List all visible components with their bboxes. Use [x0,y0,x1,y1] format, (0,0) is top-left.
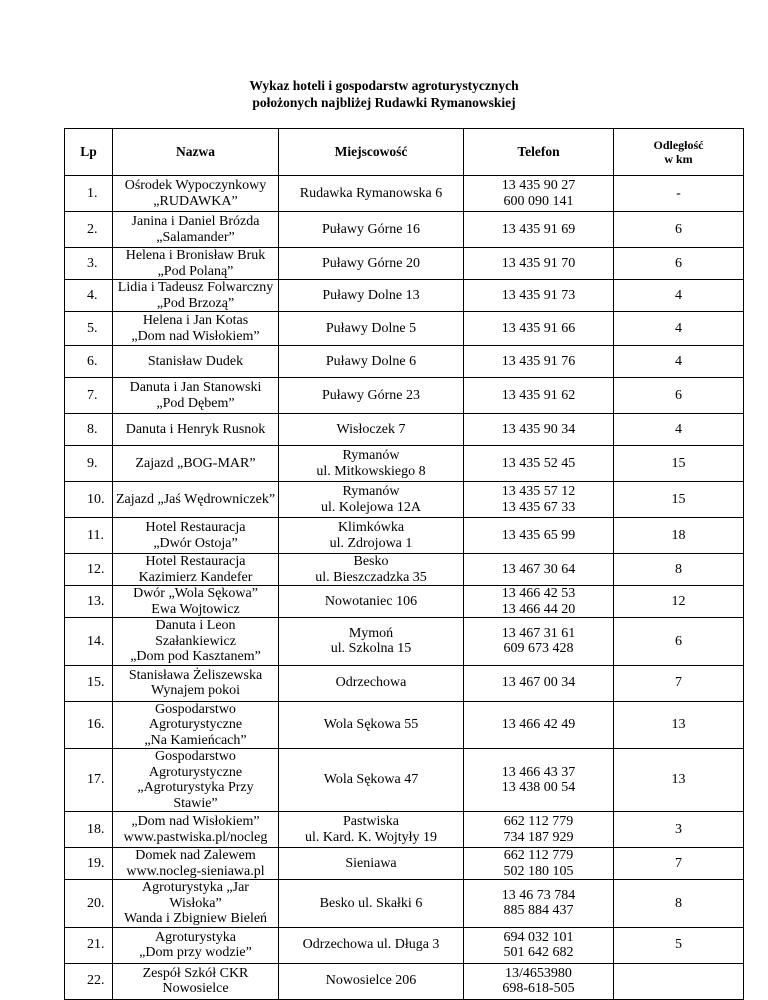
cell-phone-line-1: 13 435 91 62 [501,387,576,403]
table-row [65,665,744,701]
cell-phone [464,414,614,446]
cell-phone [464,176,614,212]
cell-place-line-2: ul. Szkolna 15 [330,641,412,657]
cell-distance [614,446,744,482]
cell-name-line-2: Wanda i Zbigniew Bieleń [123,911,268,926]
cell-distance-line-1: - [676,185,681,201]
cell-distance-line-1: 13 [671,717,686,732]
cell-lp [65,812,113,848]
cell-phone-line-1: 662 112 779 [503,848,574,863]
cell-phone [464,749,614,812]
cell-name-line-1: Danuta i Henryk Rusnok [125,421,266,437]
table-row [65,248,744,280]
cell-name [113,665,279,701]
cell-phone-line-1: 13 435 91 70 [501,255,576,271]
table-row [65,378,744,414]
cell-place [279,280,464,312]
cell-phone-line-1: 13 435 91 76 [501,353,576,369]
cell-name-line-1: Helena i Bronisław Bruk [125,248,266,263]
cell-distance-line-1: 4 [675,353,682,369]
cell-name-line-2: „Dom przy wodzie” [139,945,252,960]
cell-name [113,312,279,346]
table-row [65,880,744,928]
cell-name-line-1: Agroturystyka [155,929,236,945]
cell-name [113,812,279,848]
cell-distance-line-1: 8 [675,895,682,911]
cell-phone-line-1: 662 112 779 [503,814,574,829]
cell-lp-line-1: 17. [87,772,105,788]
cell-phone-line-2: 13 466 44 20 [501,601,576,617]
cell-lp [65,927,113,963]
cell-name-line-2: www.nocleg-sieniawa.pl [126,863,265,879]
cell-name-line-1: Hotel Restauracja [145,520,246,535]
cell-phone-line-2: 600 090 141 [503,193,574,209]
cell-distance-line-1: 15 [671,455,686,471]
header-name: Nazwa [113,129,279,176]
cell-place-line-1: Wisłoczek 7 [336,421,406,437]
cell-distance-line-1: 12 [671,593,686,609]
cell-phone-line-2: 13 435 67 33 [501,499,576,515]
cell-place-line-1: Klimkówka [337,520,405,535]
cell-phone [464,586,614,618]
cell-lp [65,880,113,928]
cell-lp [65,176,113,212]
cell-distance [614,212,744,248]
cell-phone [464,812,614,848]
cell-distance-line-1: 6 [675,387,682,403]
cell-phone [464,378,614,414]
cell-phone [464,518,614,554]
cell-phone-line-2: 501 642 682 [503,945,574,960]
cell-place [279,586,464,618]
cell-lp-line-1: 20. [87,895,105,911]
cell-name-line-1: „Dom nad Wisłokiem” [131,814,260,829]
cell-lp-line-1: 21. [87,937,105,953]
cell-distance [614,248,744,280]
table-row [65,812,744,848]
cell-lp [65,248,113,280]
cell-phone-line-1: 13 466 42 53 [501,586,576,601]
cell-name-line-2: „Pod Polaną” [157,263,234,279]
cell-lp-line-1: 13. [87,593,105,609]
cell-lp [65,346,113,378]
cell-distance [614,378,744,414]
cell-phone-line-1: 13 435 65 99 [501,527,576,543]
header-phone: Telefon [464,129,614,176]
cell-name-line-1: Dwór „Wola Sękowa” [133,586,258,601]
cell-phone-line-1: 13 435 91 66 [501,320,576,336]
cell-name-line-1: Helena i Jan Kotas [142,313,249,328]
cell-place-line-1: Puławy Dolne 6 [325,353,417,369]
cell-phone-line-1: 13 467 30 64 [501,561,576,577]
table-row [65,749,744,812]
table-row [65,280,744,312]
cell-phone [464,554,614,586]
cell-place-line-2: ul. Kolejowa 12A [321,499,421,515]
cell-name-line-2: „RUDAWKA” [153,193,238,209]
cell-distance-line-1: 7 [675,675,682,691]
cell-place-line-2: ul. Mitkowskiego 8 [316,463,426,479]
cell-lp-line-1: 3. [87,255,98,271]
cell-distance [614,280,744,312]
hotels-table [64,128,744,1000]
header-distance [614,129,744,176]
cell-name-line-1: Stanisław Dudek [147,353,244,369]
cell-phone [464,446,614,482]
cell-lp-line-1: 10. [87,491,105,507]
cell-name-line-1: Lidia i Tadeusz Folwarczny [117,280,274,295]
cell-phone [464,280,614,312]
cell-phone [464,618,614,666]
cell-place [279,749,464,812]
cell-name [113,446,279,482]
cell-name [113,749,279,812]
cell-distance [614,665,744,701]
table-row [65,927,744,963]
table-row [65,346,744,378]
cell-lp [65,280,113,312]
cell-place [279,378,464,414]
cell-place-line-1: Rudawka Rymanowska 6 [299,185,443,201]
cell-place-line-1: Wola Sękowa 47 [323,772,419,788]
cell-lp-line-1: 22. [87,973,105,989]
cell-phone-line-1: 13 435 90 34 [501,421,576,437]
cell-name-line-1: Gospodarstwo Agroturystyczne [148,749,243,780]
cell-name-line-2: „Pod Dębem” [156,395,235,411]
table-row [65,482,744,518]
cell-name-line-2: „Dom pod Kasztanem” [130,649,261,664]
cell-place-line-2: ul. Zdrojowa 1 [329,535,413,551]
cell-place-line-1: Odrzechowa ul. Długa 3 [302,937,440,953]
table-row [65,176,744,212]
title-line-2: położonych najbliżej Rudawki Rymanowskiej [252,95,516,110]
cell-place-line-2: ul. Kard. K. Wojtyły 19 [305,829,437,845]
cell-lp-line-1: 9. [87,455,98,471]
cell-phone [464,927,614,963]
cell-lp [65,414,113,446]
cell-place [279,414,464,446]
cell-lp-line-1: 2. [87,221,98,237]
cell-name-line-1: Gospodarstwo Agroturystyczne [148,701,243,732]
cell-phone [464,848,614,880]
cell-phone-line-1: 13 435 52 45 [501,455,576,471]
cell-phone [464,212,614,248]
cell-lp-line-1: 8. [87,421,98,437]
cell-distance [614,880,744,928]
cell-distance [614,812,744,848]
cell-distance [614,176,744,212]
cell-name-line-2: Ewa Wojtowicz [151,601,240,617]
table-row [65,446,744,482]
cell-name-line-2: Wynajem pokoi [151,683,240,698]
cell-phone [464,701,614,749]
cell-lp-line-1: 19. [87,855,105,871]
cell-place-line-1: Puławy Dolne 5 [325,320,417,336]
cell-distance [614,749,744,812]
cell-lp-line-1: 11. [87,527,104,543]
cell-lp [65,701,113,749]
cell-place [279,618,464,666]
cell-phone-line-1: 13 467 31 61 [501,625,576,641]
cell-place-line-1: Rymanów [342,484,400,499]
table-row [65,701,744,749]
cell-place-line-1: Nowotaniec 106 [324,593,418,609]
cell-place-line-1: Puławy Górne 16 [322,221,420,237]
cell-lp [65,586,113,618]
cell-distance-line-1: 6 [675,633,682,649]
cell-distance [614,482,744,518]
cell-place [279,248,464,280]
cell-lp-line-1: 1. [87,185,98,201]
table-row [65,518,744,554]
title-line-1: Wykaz hoteli i gospodarstw agroturystycznych [249,78,519,93]
cell-name-line-1: Danuta i Leon Szałankiewicz [155,618,236,649]
cell-name-line-1: Ośrodek Wypoczynkowy [124,178,267,193]
cell-phone-line-2: 734 187 929 [503,829,574,845]
header-distance-line-2: w km [664,152,693,166]
cell-distance [614,701,744,749]
cell-name-line-2: www.pastwiska.pl/nocleg [123,829,268,845]
cell-place [279,176,464,212]
cell-distance-line-1: 4 [675,320,682,336]
cell-name [113,280,279,312]
cell-phone-line-1: 13 435 57 12 [501,484,576,499]
cell-place [279,346,464,378]
cell-distance [614,518,744,554]
cell-phone [464,248,614,280]
cell-name [113,414,279,446]
cell-place [279,446,464,482]
cell-place-line-1: Puławy Górne 23 [322,387,420,403]
cell-name [113,927,279,963]
cell-lp-line-1: 16. [87,717,105,732]
cell-name-line-1: Zespół Szkół CKR Nowosielce [142,965,249,996]
table-row [65,848,744,880]
cell-place-line-2: ul. Bieszczadzka 35 [315,569,427,585]
table-row [65,618,744,666]
header-distance-line-1: Odległość [653,138,704,152]
cell-phone-line-1: 13 46 73 784 [501,887,576,903]
cell-name-line-2: „Salamander” [156,229,235,245]
header-place: Miejscowość [279,129,464,176]
cell-distance [614,618,744,666]
cell-lp [65,665,113,701]
table-row [65,414,744,446]
cell-lp [65,518,113,554]
cell-place [279,312,464,346]
cell-lp [65,482,113,518]
cell-place-line-1: Mymoń [348,625,394,641]
cell-name [113,848,279,880]
cell-lp [65,618,113,666]
cell-name-line-1: Stanisława Żeliszewska [128,667,263,683]
cell-distance-line-1: 15 [671,491,686,507]
cell-phone [464,312,614,346]
cell-distance [614,848,744,880]
cell-distance-line-1: 18 [671,527,686,543]
cell-lp [65,378,113,414]
cell-name-line-1: Zajazd „Jaś Wędrowniczek” [115,491,276,507]
cell-name-line-2: „Dwór Ostoja” [153,535,238,551]
table-row [65,212,744,248]
cell-name-line-1: Janina i Daniel Brózda [131,214,260,229]
cell-phone-line-2: 502 180 105 [503,863,574,879]
cell-phone-line-2: 13 438 00 54 [501,780,576,795]
cell-place-line-1: Puławy Dolne 13 [322,287,420,303]
cell-name [113,554,279,586]
cell-name-line-2: „Pod Brzozą” [156,295,235,311]
cell-name [113,378,279,414]
cell-name-line-2: „Na Kamieńcach” [144,732,247,748]
cell-phone-line-2: 698-618-505 [502,981,575,996]
cell-phone-line-1: 13 435 91 69 [501,221,576,237]
cell-distance-line-1: 6 [675,221,682,237]
cell-phone-line-1: 13 435 90 27 [501,178,576,193]
cell-name-line-2: Kazimierz Kandefer [138,569,253,585]
cell-lp-line-1: 4. [87,287,98,303]
cell-distance-line-1: 4 [675,287,682,303]
cell-distance [614,586,744,618]
cell-place [279,212,464,248]
cell-lp [65,312,113,346]
cell-lp [65,212,113,248]
cell-phone-line-2: 609 673 428 [503,641,574,657]
cell-name [113,880,279,928]
cell-place [279,812,464,848]
cell-lp [65,554,113,586]
table-row [65,554,744,586]
cell-distance-line-1: 4 [675,421,682,437]
cell-name [113,176,279,212]
cell-name [113,701,279,749]
cell-lp-line-1: 5. [87,320,98,336]
cell-name-line-1: Domek nad Zalewem [135,848,256,863]
cell-place [279,880,464,928]
cell-lp [65,848,113,880]
cell-distance-line-1: 6 [675,255,682,271]
cell-place [279,554,464,586]
cell-phone-line-1: 13 466 42 49 [501,717,576,732]
cell-lp-line-1: 7. [87,387,98,403]
cell-name [113,618,279,666]
cell-place [279,518,464,554]
cell-phone-line-1: 13 466 43 37 [501,764,576,780]
cell-distance [614,554,744,586]
cell-place-line-1: Odrzechowa [335,675,407,691]
cell-name-line-2: „Agroturystyka Przy Stawie” [137,780,254,811]
table-header-row [65,129,744,176]
cell-name-line-1: Danuta i Jan Stanowski [129,380,262,395]
cell-name-line-1: Hotel Restauracja [145,554,246,569]
cell-name [113,212,279,248]
cell-name [113,586,279,618]
cell-phone-line-1: 694 032 101 [503,929,574,945]
cell-place-line-1: Puławy Górne 20 [322,255,420,271]
table-row [65,586,744,618]
cell-place [279,665,464,701]
cell-name-line-1: Agroturystyka „Jar Wisłoka” [142,880,249,911]
cell-phone [464,880,614,928]
cell-lp-line-1: 14. [87,633,105,649]
cell-lp-line-1: 12. [87,561,105,577]
cell-name [113,346,279,378]
cell-place-line-1: Rymanów [342,448,400,463]
cell-distance [614,927,744,963]
cell-lp-line-1: 15. [87,675,105,691]
cell-phone-line-1: 13/4653980 [505,965,572,981]
cell-distance-line-1: 8 [675,561,682,577]
cell-name-line-1: Zajazd „BOG-MAR” [135,455,256,471]
cell-place [279,848,464,880]
cell-distance [614,346,744,378]
header-lp: Lp [65,129,113,176]
cell-distance-line-1: 13 [671,772,686,788]
cell-place-line-1: Pastwiska [343,814,399,829]
cell-lp [65,446,113,482]
cell-name [113,482,279,518]
cell-phone-line-1: 13 467 00 34 [501,675,576,691]
cell-phone-line-1: 13 435 91 73 [501,287,576,303]
table-row [65,312,744,346]
cell-phone [464,346,614,378]
cell-place [279,482,464,518]
cell-phone [464,482,614,518]
cell-place-line-1: Besko ul. Skałki 6 [319,895,423,911]
cell-distance-line-1: 3 [675,821,682,837]
cell-place-line-1: Nowosielce 206 [325,973,417,989]
document-title [0,77,768,111]
cell-lp-line-1: 18. [87,821,105,837]
cell-distance-line-1: 7 [675,855,682,871]
cell-lp-line-1: 6. [87,353,98,369]
cell-distance [614,312,744,346]
cell-lp [65,749,113,812]
cell-distance [614,414,744,446]
cell-place [279,927,464,963]
cell-place-line-1: Wola Sękowa 55 [323,717,419,732]
cell-name [113,248,279,280]
cell-phone [464,665,614,701]
cell-name [113,518,279,554]
cell-place [279,701,464,749]
cell-place-line-1: Besko [353,554,389,569]
cell-phone-line-2: 885 884 437 [503,903,574,919]
cell-name-line-2: „Dom nad Wisłokiem” [131,328,260,344]
cell-place-line-1: Sieniawa [345,855,397,871]
cell-distance-line-1: 5 [675,937,682,953]
